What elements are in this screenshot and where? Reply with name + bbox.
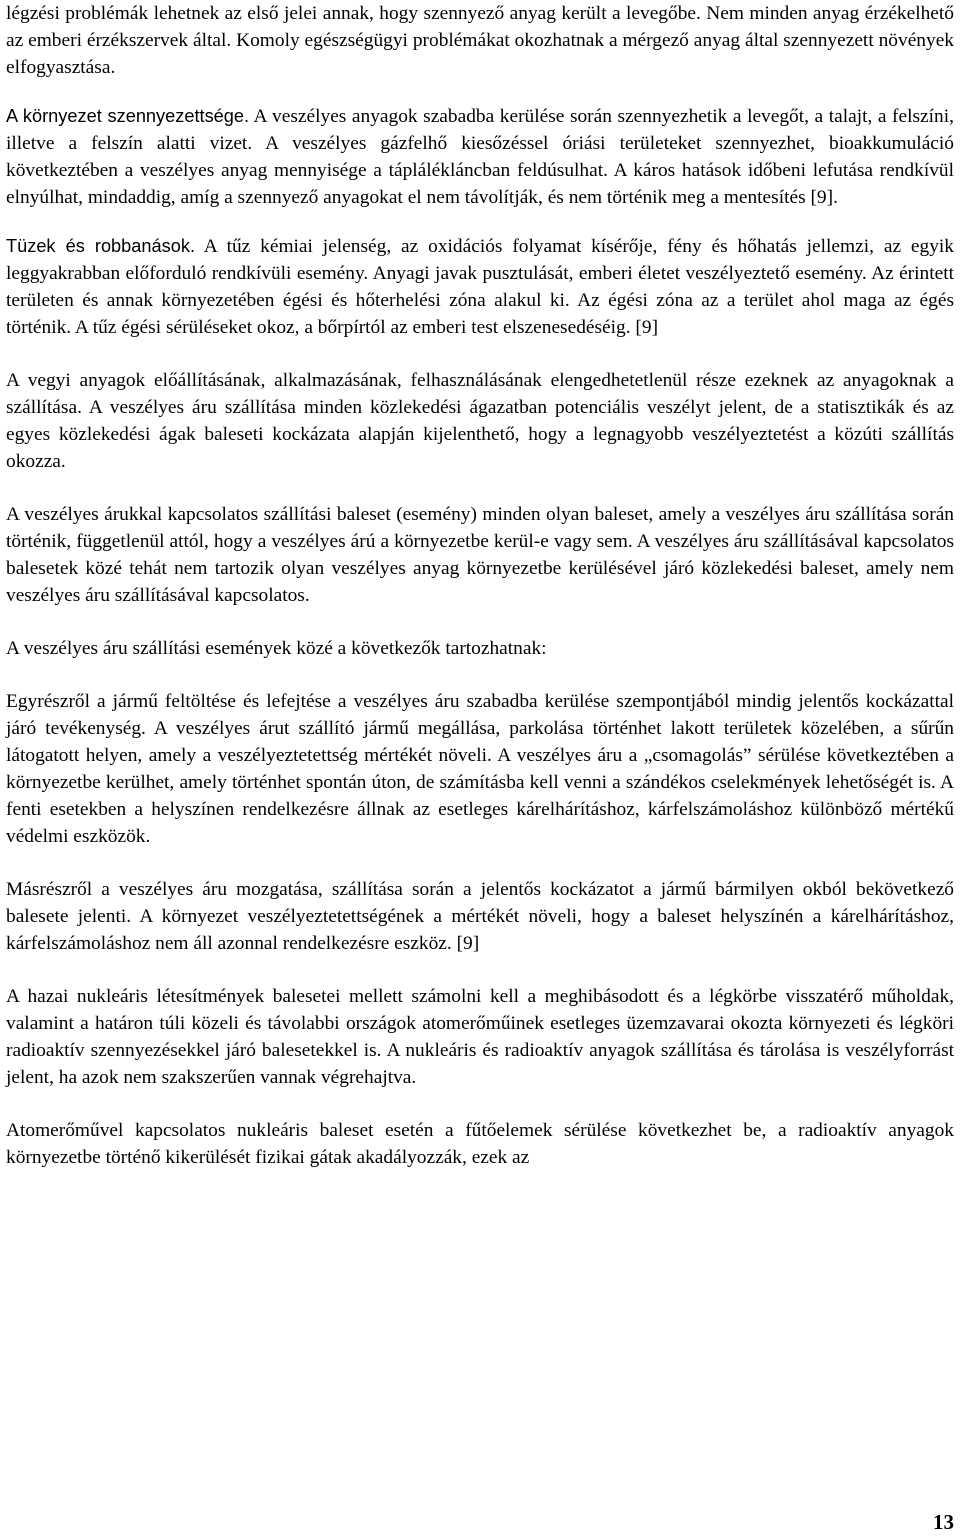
paragraph-2-text: A veszélyes anyagok szabadba kerülése során szennyezhetik a levegőt, a talajt, a felszíni, illetve a felszín alatti vizet. A veszélyes gázfelhő kiesőzéssel óriási területeket szennyezhet, bioakkumuláció következtében a veszélyes anyag mennyisége a táplálékláncban feldúsulhat. A káros hatások időbeni lefutása rendkívül elnyúlhat, mindaddig, amíg a szennyező anyagokat el nem távolítják, és nem történik meg a mentesítés [9]. bbox=[6, 106, 954, 208]
paragraph-2 bbox=[6, 103, 954, 211]
paragraph-3 bbox=[6, 233, 954, 341]
paragraph-10 bbox=[6, 1117, 954, 1171]
page-number: 13 bbox=[933, 1510, 954, 1534]
paragraph-8-text: Másrészről a veszélyes áru mozgatása, szállítása során a jelentős kockázatot a jármű bármilyen okból bekövetkező balesete jelenti. A környezet veszélyeztetettségének a mértékét növeli, hogy a baleset helyszínén a kárelhárításhoz, kárfelszámoláshoz nem áll azonnal rendelkezésre eszköz. [9] bbox=[6, 879, 954, 954]
paragraph-8 bbox=[6, 876, 954, 957]
paragraph-1-text: légzési problémák lehetnek az első jelei annak, hogy szennyező anyag került a levegőbe. Nem minden anyag érzékelhető az emberi érzékszervek által. Komoly egészségügyi problémákat okozhatnak a mérgező anyag által szennyezett növények elfogyasztása. bbox=[6, 3, 954, 78]
paragraph-5-text: A veszélyes árukkal kapcsolatos szállítási baleset (esemény) minden olyan baleset, amely a veszélyes áru szállítása során történik, függetlenül attól, hogy a veszélyes árú a környezetbe kerül-e vagy sem. A veszélyes áru szállításával kapcsolatos balesetek közé tehát nem tartozik olyan veszélyes anyag környezetbe kerülésével járó közlekedési baleset, amely nem veszélyes áru szállításával kapcsolatos. bbox=[6, 504, 954, 606]
document-page bbox=[6, 0, 954, 1171]
run-in-heading-fires: Tüzek és robbanások. bbox=[6, 236, 195, 256]
paragraph-1 bbox=[6, 0, 954, 81]
paragraph-9 bbox=[6, 983, 954, 1091]
paragraph-3-text: A tűz kémiai jelenség, az oxidációs folyamat kísérője, fény és hőhatás jellemzi, az egyik leggyakrabban előforduló rendkívüli esemény. Anyagi javak pusztulását, emberi életet veszélyeztető esemény. Az érintett területen és annak környezetében égési és hőterhelési zóna alakul ki. Az égési zóna az a terület ahol maga az égés történik. A tűz égési sérüléseket okoz, a bőrpírtól az emberi test elszenesedéséig. [9] bbox=[6, 236, 954, 338]
run-in-heading-environment: A környezet szennyezettsége. bbox=[6, 106, 250, 126]
paragraph-6-text: A veszélyes áru szállítási események közé a következők tartozhatnak: bbox=[6, 638, 547, 659]
paragraph-6 bbox=[6, 635, 954, 662]
paragraph-4 bbox=[6, 367, 954, 475]
paragraph-10-text: Atomerőművel kapcsolatos nukleáris baleset esetén a fűtőelemek sérülése következhet be, a radioaktív anyagok környezetbe történő kikerülését fizikai gátak akadályozzák, ezek az bbox=[6, 1120, 954, 1168]
paragraph-5 bbox=[6, 501, 954, 609]
paragraph-7-text: Egyrészről a jármű feltöltése és lefejtése a veszélyes áru szabadba kerülése szempontjából mindig jelentős kockázattal járó tevékenység. A veszélyes árut szállító jármű megállása, parkolása történhet lakott területek közelében, a sűrűn látogatott helyen, amely a veszélyeztetettség mértékét növeli. A veszélyes áru a „csomagolás” sérülése következtében a környezetbe kerülhet, amely történhet spontán úton, de számításba kell venni a szándékos cselekmények lehetőségét is. A fenti esetekben a helyszínen rendelkezésre állnak az esetleges kárelhárításhoz, kárfelszámoláshoz különböző mértékű védelmi eszközök. bbox=[6, 691, 954, 847]
paragraph-7 bbox=[6, 688, 954, 850]
paragraph-4-text: A vegyi anyagok előállításának, alkalmazásának, felhasználásának elengedhetetlenül része ezeknek az anyagoknak a szállítása. A veszélyes áru szállítása minden közlekedési ágazatban potenciális veszélyt jelent, de a statisztikák és az egyes közlekedési ágak baleseti kockázata alapján kijelenthető, hogy a legnagyobb veszélyeztetést a közúti szállítás okozza. bbox=[6, 370, 954, 472]
paragraph-9-text: A hazai nukleáris létesítmények balesetei mellett számolni kell a meghibásodott és a légkörbe visszatérő műholdak, valamint a határon túli közeli és távolabbi országok atomerőműinek esetleges üzemzavarai okozta környezeti és légköri radioaktív szennyezésekkel járó balesetekkel is. A nukleáris és radioaktív anyagok szállítása és tárolása is veszélyforrást jelent, ha azok nem szakszerűen vannak végrehajtva. bbox=[6, 986, 954, 1088]
